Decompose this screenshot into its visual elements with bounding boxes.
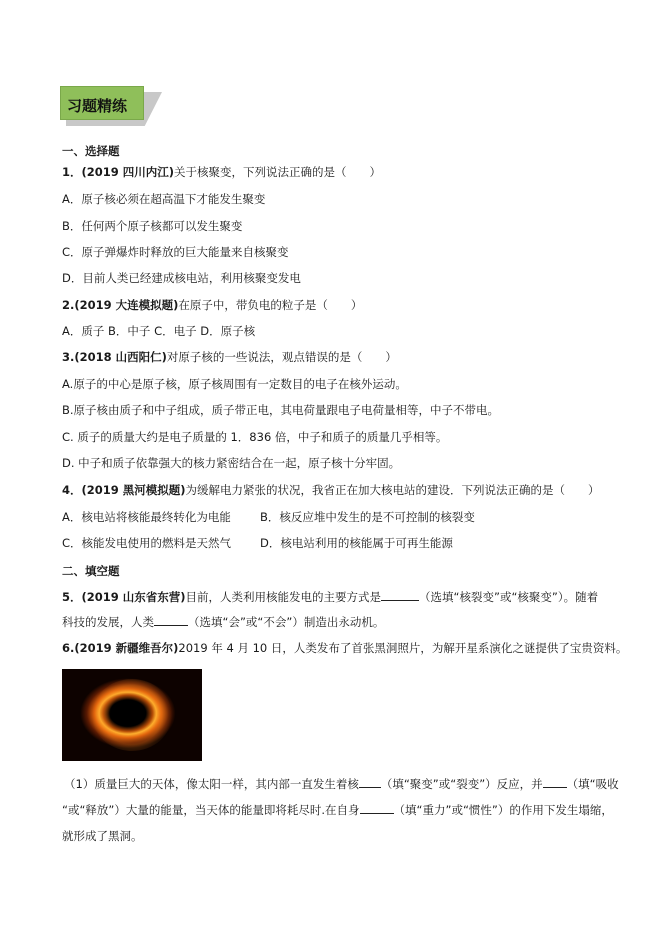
- question-source: (2019 新疆维吾尔): [74, 641, 179, 655]
- question-source: (2018 山西阳仁): [74, 350, 167, 364]
- question-6-sub1-line-2: [62, 803, 613, 817]
- question-text: 2019 年 4 月 10 日，人类发布了首张黑洞照片，为解开星系演化之谜提供了宝贵资料。: [178, 641, 628, 655]
- question-6-stem: [62, 641, 627, 655]
- black-hole-photo: [62, 669, 202, 761]
- question-2-options: A．质子 B．中子 C．电子 D．原子核: [62, 324, 256, 338]
- question-text: （1）质量巨大的天体，像太阳一样，其内部一直发生着核: [64, 777, 359, 791]
- section-title-choice: 一、选择题: [62, 144, 120, 158]
- question-6-sub1-line-3: 就形成了黑洞。: [62, 829, 143, 843]
- question-number: 4．: [62, 483, 82, 497]
- question-source: (2019 大连模拟题): [74, 298, 179, 312]
- section-banner: [60, 86, 160, 126]
- question-3-stem: [62, 350, 397, 364]
- question-text: （填“重力”或“惯性”）的作用下发生塌缩，: [393, 803, 613, 817]
- question-number: 5．: [62, 590, 82, 604]
- question-text: 科技的发展，人类: [62, 615, 154, 629]
- option-d: D．目前人类已经建成核电站，利用核聚变发电: [62, 271, 301, 285]
- option-c: C．核能发电使用的燃料是天然气: [62, 536, 232, 550]
- question-5-line-2: [62, 615, 384, 629]
- option-b: B．任何两个原子核都可以发生聚变: [62, 219, 243, 233]
- question-text: （选填“会”或“不会”）制造出永动机。: [188, 615, 385, 629]
- question-2-stem: [62, 298, 362, 312]
- question-text: （填“聚变”或“裂变”）反应，并: [380, 777, 543, 791]
- answer-blank[interactable]: [154, 615, 188, 626]
- question-text: 对原子核的一些说法，观点错误的是（ ）: [166, 350, 397, 364]
- question-source: (2019 黑河模拟题): [81, 483, 186, 497]
- question-text: 在原子中，带负电的粒子是（ ）: [178, 298, 363, 312]
- question-5-line-1: [62, 590, 598, 604]
- question-number: 6.: [62, 641, 75, 655]
- banner-box: [60, 86, 144, 120]
- question-text: 关于核聚变，下列说法正确的是（ ）: [174, 165, 382, 179]
- answer-blank[interactable]: [360, 803, 394, 814]
- option-b: B.原子核由质子和中子组成，质子带正电，其电荷量跟电子电荷量相等，中子不带电。: [62, 403, 500, 417]
- option-c: C. 质子的质量大约是电子质量的 1．836 倍，中子和质子的质量几乎相等。: [62, 430, 448, 444]
- question-text: “或“释放”）大量的能量，当天体的能量即将耗尽时.在自身: [62, 803, 360, 817]
- option-d: D．核电站利用的核能属于可再生能源: [260, 536, 453, 550]
- option-b: B．核反应堆中发生的是不可控制的核裂变: [260, 510, 475, 524]
- question-source: (2019 四川内江): [81, 165, 175, 179]
- option-d: D. 中子和质子依靠强大的核力紧密结合在一起，原子核十分牢固。: [62, 456, 401, 470]
- option-a: A．核电站将核能最终转化为电能: [62, 510, 231, 524]
- answer-blank[interactable]: [543, 777, 567, 788]
- section-title-fill: 二、填空题: [62, 564, 120, 578]
- question-6-sub1-line-1: [64, 777, 619, 791]
- question-number: 3.: [62, 350, 75, 364]
- question-source: (2019 山东省东营): [81, 590, 186, 604]
- option-a: A．原子核必须在超高温下才能发生聚变: [62, 192, 266, 206]
- option-c: C．原子弹爆炸时释放的巨大能量来自核聚变: [62, 245, 289, 259]
- answer-blank[interactable]: [359, 777, 381, 788]
- answer-blank[interactable]: [381, 590, 419, 601]
- question-text: 目前，人类利用核能发电的主要方式是: [185, 590, 382, 604]
- question-number: 2.: [62, 298, 75, 312]
- question-number: 1．: [62, 165, 82, 179]
- question-4-stem: [62, 483, 600, 497]
- question-text: （选填“核裂变”或“核聚变”）。随着: [419, 590, 599, 604]
- banner-title: 习题精练: [67, 97, 128, 115]
- question-text: （填“吸收: [566, 777, 619, 791]
- question-1-stem: [62, 165, 381, 179]
- question-text: 为缓解电力紧张的状况，我省正在加大核电站的建设．下列说法正确的是（ ）: [185, 483, 600, 497]
- photo-glow: [92, 679, 172, 751]
- option-a: A.原子的中心是原子核，原子核周围有一定数目的电子在核外运动。: [62, 377, 407, 391]
